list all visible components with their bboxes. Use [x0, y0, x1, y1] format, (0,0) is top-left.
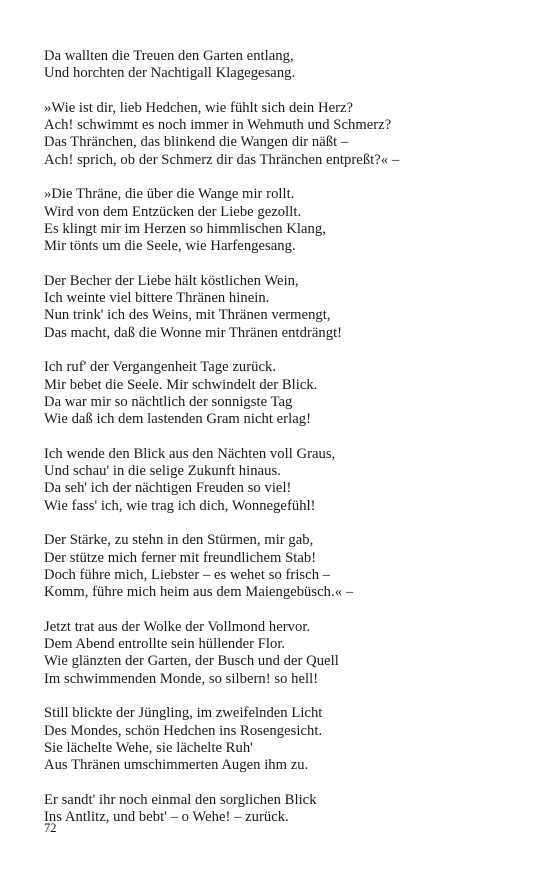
verse-line: »Wie ist dir, lieb Hedchen, wie fühlt sich dein Herz?	[44, 99, 354, 116]
verse-line: Ich wende den Blick aus den Nächten voll Graus,	[44, 445, 336, 462]
verse-line: Der stütze mich ferner mit freundlichem Stab!	[44, 549, 317, 566]
verse-line: Ich ruf' der Vergangenheit Tage zurück.	[44, 359, 277, 376]
verse-line: Wie glänzten der Garten, der Busch und der Quell	[44, 653, 339, 670]
verse-line: Und schau' in die selige Zukunft hinaus.	[44, 463, 281, 480]
stanza	[44, 100, 524, 169]
verse-line: »Die Thräne, die über die Wange mir rollt.	[44, 186, 295, 203]
stanza	[44, 446, 524, 515]
stanza	[44, 532, 524, 601]
verse-line: Es klingt mir im Herzen so himmlischen Klang,	[44, 220, 326, 237]
verse-line: Nun trink' ich des Weins, mit Thränen vermengt,	[44, 307, 331, 324]
verse-line: Da seh' ich der nächtigen Freuden so viel!	[44, 480, 292, 497]
stanza	[44, 48, 524, 83]
verse-line: Ach! sprich, ob der Schmerz dir das Thränchen entpreßt?« –	[44, 151, 400, 168]
verse-line: Wird von dem Entzücken der Liebe gezollt.	[44, 203, 302, 220]
stanza	[44, 186, 524, 255]
verse-line: Still blickte der Jüngling, im zweifelnden Licht	[44, 705, 323, 722]
verse-line: Des Mondes, schön Hedchen ins Rosengesicht.	[44, 722, 323, 739]
verse-line: Der Becher der Liebe hält köstlichen Wein,	[44, 272, 299, 289]
verse-line: Da war mir so nächtlich der sonnigste Tag	[44, 393, 293, 410]
verse-line: Und horchten der Nachtigall Klagegesang.	[44, 65, 296, 82]
verse-line: Mir tönts um die Seele, wie Harfengesang.	[44, 238, 296, 255]
verse-line: Der Stärke, zu stehn in den Stürmen, mir gab,	[44, 532, 314, 549]
verse-line: Im schwimmenden Monde, so silbern! so hell!	[44, 670, 319, 687]
stanza	[44, 705, 524, 774]
verse-line: Er sandt' ihr noch einmal den sorglichen Blick	[44, 791, 317, 808]
stanza	[44, 619, 524, 688]
verse-line: Das macht, daß die Wonne mir Thränen entdrängt!	[44, 324, 343, 341]
verse-line: Ach! schwimmt es noch immer in Wehmuth und Schmerz?	[44, 117, 392, 134]
verse-line: Da wallten die Treuen den Garten entlang,	[44, 48, 294, 64]
verse-line: Sie lächelte Wehe, sie lächelte Ruh'	[44, 739, 253, 756]
verse-line: Das Thränchen, das blinkend die Wangen dir näßt –	[44, 134, 349, 151]
stanza	[44, 792, 524, 827]
verse-line: Komm, führe mich heim aus dem Maiengebüsch.« –	[44, 584, 354, 601]
poem-text	[44, 48, 524, 844]
verse-line: Ich weinte viel bittere Thränen hinein.	[44, 290, 270, 307]
verse-line: Doch führe mich, Liebster – es wehet so frisch –	[44, 566, 331, 583]
verse-line: Dem Abend entrollte sein hüllender Flor.	[44, 636, 286, 653]
page-number: 72	[44, 821, 57, 835]
verse-line: Aus Thränen umschimmerten Augen ihm zu.	[44, 757, 309, 774]
verse-line: Ins Antlitz, und bebt' – o Wehe! – zurück.	[44, 809, 289, 826]
stanza	[44, 359, 524, 428]
verse-line: Jetzt trat aus der Wolke der Vollmond hervor.	[44, 618, 311, 635]
stanza	[44, 273, 524, 342]
verse-line: Wie fass' ich, wie trag ich dich, Wonnegefühl!	[44, 497, 316, 514]
verse-line: Mir bebet die Seele. Mir schwindelt der Blick.	[44, 376, 318, 393]
verse-line: Wie daß ich dem lastenden Gram nicht erlag!	[44, 411, 311, 428]
